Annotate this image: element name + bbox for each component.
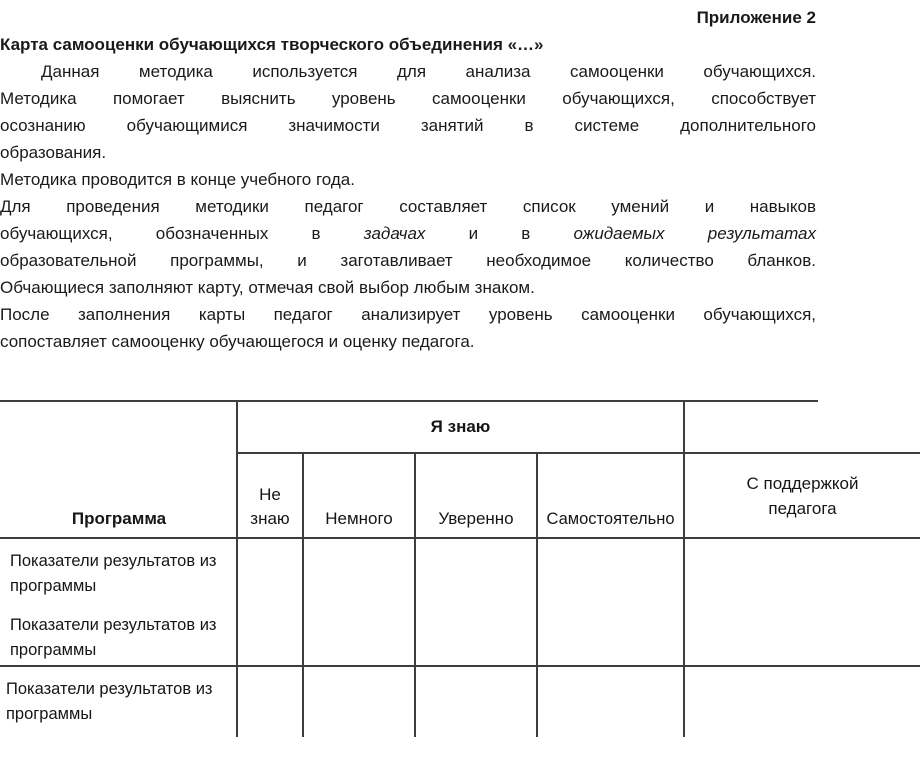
document-title: Карта самооценки обучающихся творческого объединения «…» (0, 35, 544, 54)
table-header-nemnogo (304, 454, 414, 537)
table-header-samostoyatelno (538, 454, 683, 537)
table-header-program-label: Программа (71, 509, 167, 528)
table-row-2-program-item-1: Показатели результатов из программы (6, 680, 213, 723)
paragraph-1-line-3: осознанию обучающимися значимости занятий в системе дополнительного (0, 116, 816, 135)
paragraph-3-italic-zadachah: задачах (363, 224, 426, 243)
table-row-1-program-item-1: Показатели результатов из программы (10, 552, 217, 595)
paragraph-5-line-1: После заполнения карты педагог анализирует уровень самооценки обучающихся, (0, 305, 816, 324)
table-header-ne-znayu (238, 454, 302, 537)
table-border-col-samostoyatelno (683, 400, 685, 737)
paragraph-4: Обчающиеся заполняют карту, отмечая свой выбор любым знаком. (0, 278, 535, 297)
table-header-nemnogo-label: Немного (325, 509, 393, 528)
paragraph-5-line-2: сопоставляет самооценку обучающегося и оценку педагога. (0, 332, 475, 351)
table-header-program (2, 402, 236, 535)
table-header-ne-znayu-label: Не знаю (250, 485, 290, 528)
table-group-header-label: Я знаю (430, 417, 491, 436)
paragraph-3-italic-rezultatah: ожидаемых результатах (573, 224, 816, 243)
paragraph-1-line-4: образования. (0, 143, 107, 162)
table-header-s-podderzhkoy-label: С поддержкой педагога (746, 473, 859, 518)
table-header-samostoyatelno-label: Самостоятельно (546, 510, 675, 528)
paragraph-3-line-2-mid: и в (425, 224, 574, 243)
table-header-s-podderzhkoy-pedagoga (685, 454, 920, 537)
paragraph-1-line-2: Методика помогает выяснить уровень самооценки обучающихся, способствует (0, 89, 816, 108)
paragraph-3-line-2 (0, 220, 816, 247)
table-row (3, 667, 239, 727)
table-header-uverenno-label: Уверенно (438, 509, 514, 528)
paragraph-3-line-3: образовательной программы, и заготавливает необходимое количество бланков. (0, 251, 816, 270)
paragraph-3-line-2-text: обучающихся, обозначенных в (0, 224, 364, 243)
paragraph-2: Методика проводится в конце учебного года. (0, 170, 355, 189)
document-text (0, 4, 816, 355)
table-group-header-ya-znayu (238, 402, 683, 452)
table-row-1-program-item-2: Показатели результатов из программы (10, 616, 217, 659)
appendix-label: Приложение 2 (696, 8, 816, 27)
paragraph-3-line-1: Для проведения методики педагог составляет список умений и навыков (0, 197, 816, 216)
table-row (3, 539, 239, 663)
table-header-uverenno (416, 454, 536, 537)
paragraph-1-line-1: Данная методика используется для анализа самооценки обучающихся. (41, 62, 816, 81)
